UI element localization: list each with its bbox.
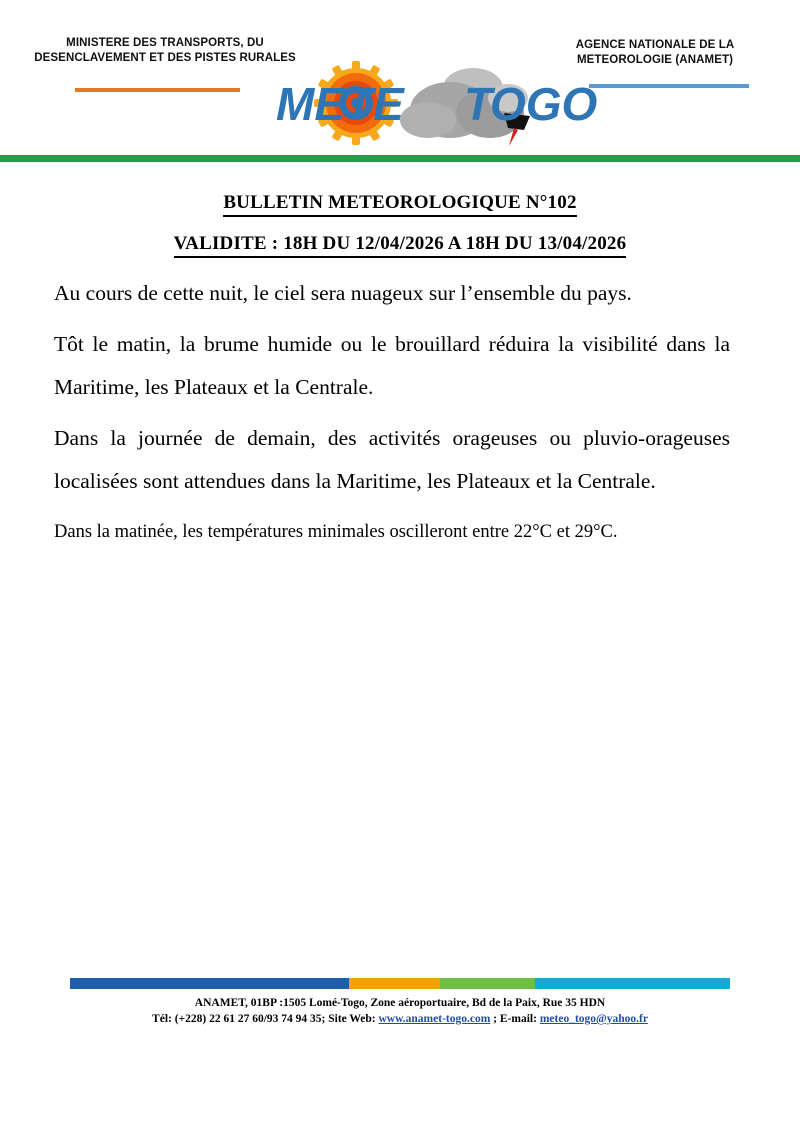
logo-word-ogo: OGO [490, 78, 598, 130]
paragraph-4: Dans la matinée, les températures minimales oscilleront entre 22°C et 29°C. [54, 522, 618, 542]
footer-bar-segment-cyan [535, 978, 730, 989]
phone-label: Tél: [152, 1013, 172, 1025]
logo-word-togo: T [464, 78, 493, 130]
website-link[interactable]: www.anamet-togo.com [378, 1013, 491, 1025]
page-header [0, 0, 800, 150]
footer-color-bar [70, 978, 730, 989]
agency-title: AGENCE NATIONALE DE LA METEOROLOGIE (ANAMET) [575, 39, 735, 66]
paragraph-3: Dans la journée de demain, des activités orageuses ou pluvio-orageuses localisées sont attendues dans la Maritime, les Plateaux et la Centrale. [54, 426, 730, 493]
website-label: Site Web: [328, 1013, 376, 1025]
paragraph-2: Tôt le matin, la brume humide ou le brouillard réduira la visibilité dans la Maritime, les Plateaux et la Centrale. [54, 332, 730, 399]
bulletin-titles [0, 192, 800, 258]
phone-number: (+228) 22 61 27 60/93 74 94 35; [174, 1013, 326, 1025]
header-green-divider [0, 155, 800, 162]
contact-separator: ; [493, 1013, 498, 1025]
email-link[interactable]: meteo_togo@yahoo.fr [539, 1013, 648, 1025]
footer-bar-segment-green [440, 978, 535, 989]
email-label: E-mail: [499, 1013, 537, 1025]
paragraph-1: Au cours de cette nuit, le ciel sera nuageux sur l’ensemble du pays. [54, 281, 632, 305]
bulletin-body [54, 272, 730, 557]
header-divider-gap [0, 163, 800, 165]
footer-contact-block [0, 995, 800, 1027]
meteo-togo-logo [268, 58, 598, 150]
footer-address: ANAMET, 01BP :1505 Lomé-Togo, Zone aéroportuaire, Bd de la Paix, Rue 35 HDN [194, 997, 606, 1009]
footer-contact-line [0, 1011, 800, 1027]
footer-bar-segment-blue [70, 978, 349, 989]
ministry-underline-rule [75, 88, 240, 92]
agency-underline-rule [589, 84, 749, 88]
logo-word-meteo: METE [276, 78, 404, 130]
page-title: BULLETIN METEOROLOGIQUE N°102 [223, 192, 576, 217]
footer-bar-segment-orange [349, 978, 441, 989]
ministry-title: MINISTERE DES TRANSPORTS, DU DESENCLAVEMENT ET DES PISTES RURALES [34, 37, 296, 64]
validity-period: VALIDITE : 18H DU 12/04/2026 A 18H DU 13/04/2026 [174, 233, 627, 258]
